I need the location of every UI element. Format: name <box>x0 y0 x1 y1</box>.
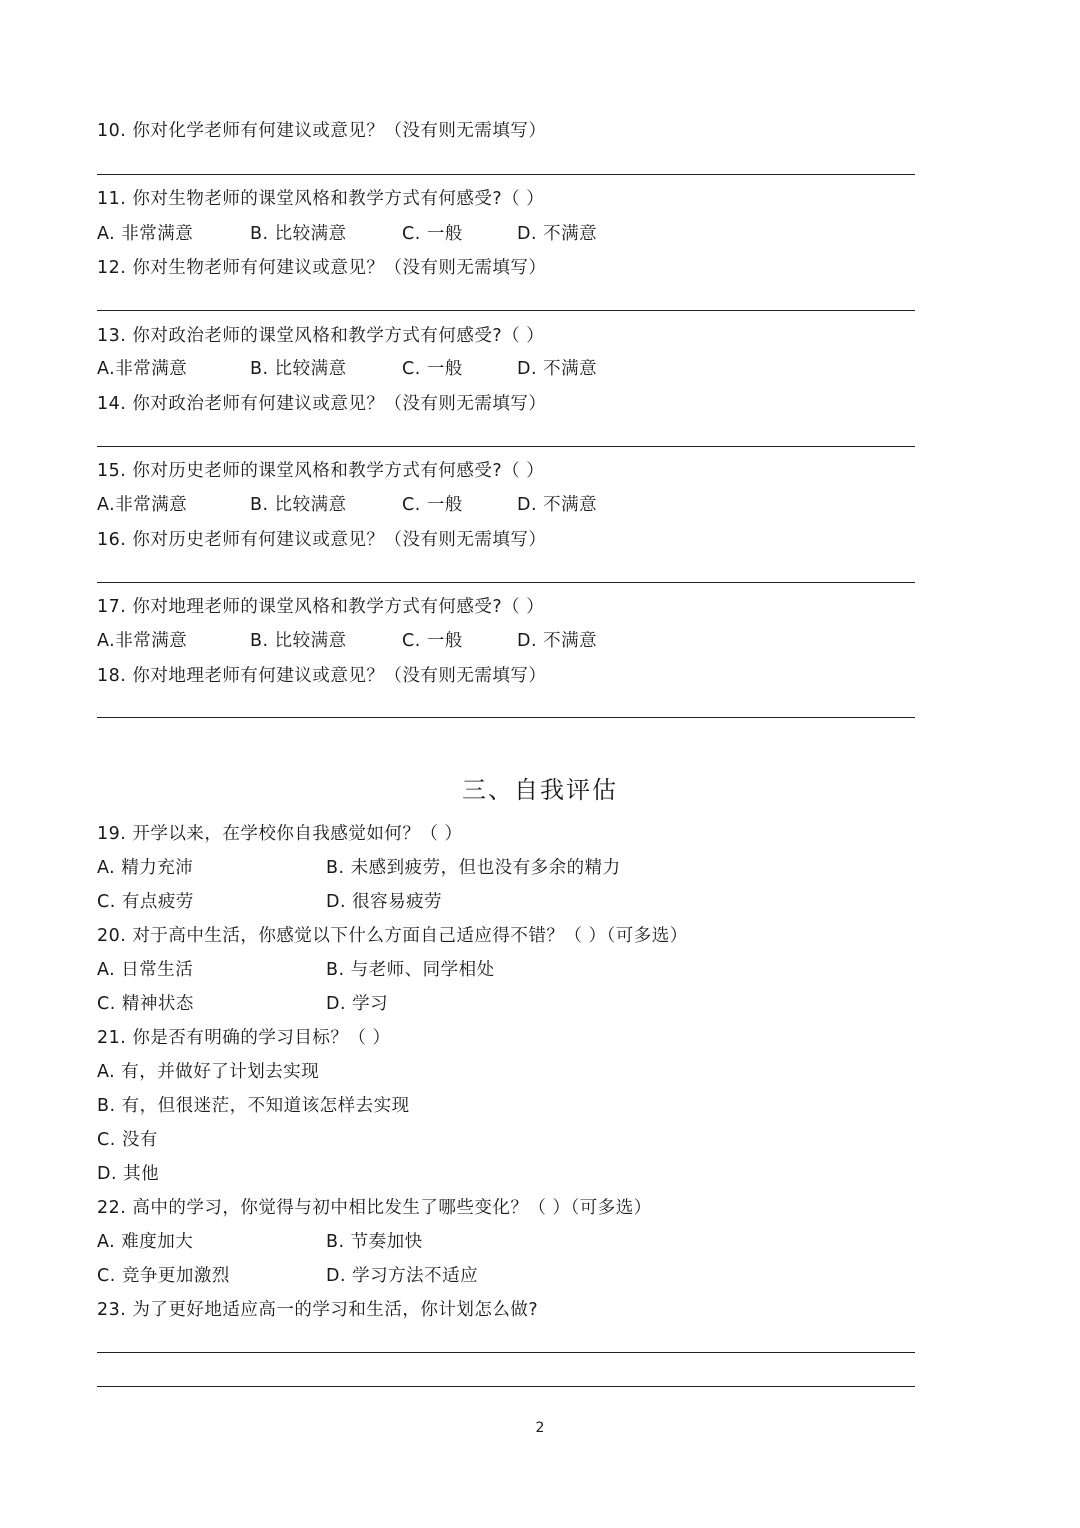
question-16: 16. 你对历史老师有何建议或意见？（没有则无需填写） <box>97 530 547 550</box>
option-c[interactable]: C. 一般 <box>402 359 463 379</box>
option-c[interactable]: C. 有点疲劳 <box>97 892 194 912</box>
option-a[interactable]: A.非常满意 <box>97 495 188 515</box>
answer-line[interactable] <box>97 582 915 583</box>
option-c[interactable]: C. 一般 <box>402 224 463 244</box>
option-a[interactable]: A.非常满意 <box>97 631 188 651</box>
option-a[interactable]: A. 有，并做好了计划去实现 <box>97 1062 320 1082</box>
answer-line[interactable] <box>97 174 915 175</box>
answer-line[interactable] <box>97 1386 915 1387</box>
option-a[interactable]: A. 精力充沛 <box>97 858 194 878</box>
option-b[interactable]: B. 比较满意 <box>250 631 347 651</box>
option-d[interactable]: D. 学习 <box>326 994 389 1014</box>
option-d[interactable]: D. 学习方法不适应 <box>326 1266 479 1286</box>
option-c[interactable]: C. 没有 <box>97 1130 158 1150</box>
option-a[interactable]: A. 难度加大 <box>97 1232 194 1252</box>
question-20: 20. 对于高中生活，你感觉以下什么方面自己适应得不错？（ ）（可多选） <box>97 926 688 946</box>
option-d[interactable]: D. 不满意 <box>517 359 598 379</box>
option-d[interactable]: D. 不满意 <box>517 495 598 515</box>
option-a[interactable]: A.非常满意 <box>97 359 188 379</box>
option-b[interactable]: B. 未感到疲劳，但也没有多余的精力 <box>326 858 621 878</box>
answer-line[interactable] <box>97 1352 915 1353</box>
question-21: 21. 你是否有明确的学习目标？（ ） <box>97 1028 391 1048</box>
question-12: 12. 你对生物老师有何建议或意见？（没有则无需填写） <box>97 258 547 278</box>
option-b[interactable]: B. 比较满意 <box>250 495 347 515</box>
option-b[interactable]: B. 与老师、同学相处 <box>326 960 495 980</box>
question-23: 23. 为了更好地适应高一的学习和生活，你计划怎么做? <box>97 1300 539 1320</box>
question-10: 10. 你对化学老师有何建议或意见？（没有则无需填写） <box>97 121 547 141</box>
option-c[interactable]: C. 一般 <box>402 495 463 515</box>
option-a[interactable]: A. 日常生活 <box>97 960 194 980</box>
question-19: 19. 开学以来，在学校你自我感觉如何？（ ） <box>97 824 463 844</box>
option-c[interactable]: C. 竞争更加激烈 <box>97 1266 230 1286</box>
question-13: 13. 你对政治老师的课堂风格和教学方式有何感受?（ ） <box>97 326 545 346</box>
option-d[interactable]: D. 不满意 <box>517 631 598 651</box>
option-c[interactable]: C. 精神状态 <box>97 994 194 1014</box>
section-title: 三、自我评估 <box>462 776 618 804</box>
option-b[interactable]: B. 比较满意 <box>250 359 347 379</box>
question-11: 11. 你对生物老师的课堂风格和教学方式有何感受?（ ） <box>97 189 545 209</box>
question-15: 15. 你对历史老师的课堂风格和教学方式有何感受?（ ） <box>97 461 545 481</box>
answer-line[interactable] <box>97 310 915 311</box>
option-b[interactable]: B. 有，但很迷茫，不知道该怎样去实现 <box>97 1096 410 1116</box>
page-number: 2 <box>535 1420 545 1436</box>
option-c[interactable]: C. 一般 <box>402 631 463 651</box>
question-14: 14. 你对政治老师有何建议或意见？（没有则无需填写） <box>97 394 547 414</box>
option-d[interactable]: D. 其他 <box>97 1164 160 1184</box>
question-17: 17. 你对地理老师的课堂风格和教学方式有何感受?（ ） <box>97 597 545 617</box>
option-d[interactable]: D. 不满意 <box>517 224 598 244</box>
question-18: 18. 你对地理老师有何建议或意见？（没有则无需填写） <box>97 666 547 686</box>
option-a[interactable]: A. 非常满意 <box>97 224 194 244</box>
answer-line[interactable] <box>97 446 915 447</box>
option-b[interactable]: B. 比较满意 <box>250 224 347 244</box>
option-b[interactable]: B. 节奏加快 <box>326 1232 423 1252</box>
answer-line[interactable] <box>97 717 915 718</box>
option-d[interactable]: D. 很容易疲劳 <box>326 892 443 912</box>
question-22: 22. 高中的学习，你觉得与初中相比发生了哪些变化？（ ）（可多选） <box>97 1198 652 1218</box>
